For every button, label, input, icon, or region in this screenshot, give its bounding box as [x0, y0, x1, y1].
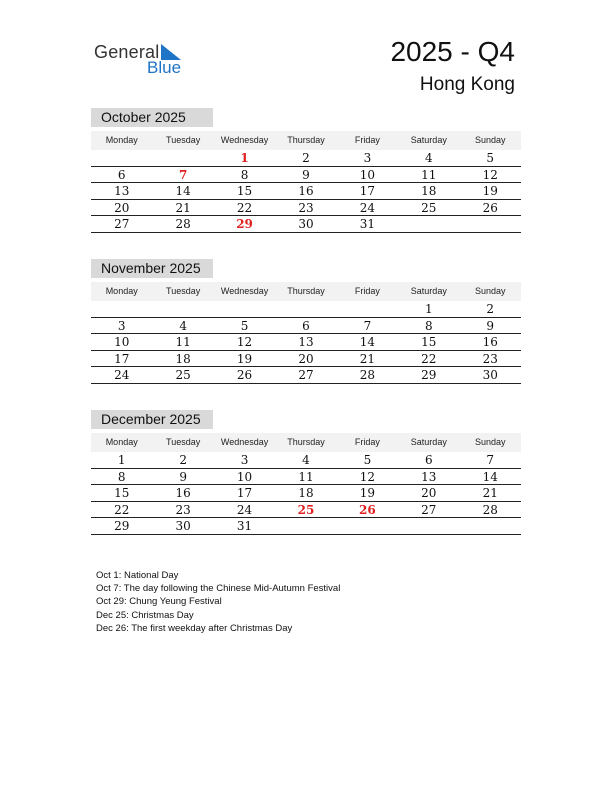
- day-cell: 9: [179, 469, 187, 484]
- day-cell: 6: [117, 167, 126, 182]
- week-row: [91, 167, 521, 184]
- month-title: November 2025: [91, 259, 213, 278]
- day-cell: 4: [302, 453, 310, 467]
- day-cell: 21: [359, 351, 376, 366]
- weekday-label: Wednesday: [220, 437, 269, 447]
- weekday-label: Saturday: [410, 135, 447, 145]
- brand-logo: [94, 40, 204, 80]
- empty-day-cell: [91, 301, 152, 317]
- month-calendar: [91, 108, 521, 233]
- week-row: [91, 452, 521, 469]
- day-cell: 30: [482, 368, 498, 382]
- day-cell: 29: [421, 368, 437, 382]
- day-cell: 13: [298, 335, 314, 349]
- day-cell: 13: [114, 184, 130, 198]
- day-cell: 16: [298, 184, 314, 198]
- weekday-label: Friday: [354, 437, 380, 447]
- day-cell: 31: [359, 217, 376, 231]
- day-cell: 1: [240, 151, 249, 165]
- day-cell: 29: [114, 519, 130, 533]
- day-cell: 26: [359, 502, 376, 517]
- empty-day-cell: [152, 150, 213, 166]
- day-cell: 6: [425, 453, 433, 467]
- day-cell: 30: [298, 217, 314, 231]
- day-cell: 10: [114, 335, 130, 349]
- day-cell: 1: [117, 453, 126, 467]
- week-row: [91, 183, 521, 200]
- day-cell: 19: [482, 184, 498, 198]
- weekday-header-row: [91, 282, 521, 301]
- day-cell: 5: [240, 318, 249, 333]
- empty-day-cell: [275, 518, 336, 534]
- day-cell: 28: [359, 368, 376, 382]
- empty-day-cell: [398, 216, 459, 232]
- week-row: [91, 367, 521, 384]
- day-cell: 28: [175, 217, 191, 231]
- weekday-label: Sunday: [474, 437, 506, 447]
- day-cell: 18: [298, 486, 314, 500]
- day-cell: 25: [175, 368, 191, 382]
- day-cell: 12: [236, 335, 253, 349]
- week-row: [91, 200, 521, 217]
- day-cell: 27: [421, 502, 437, 517]
- day-cell: 19: [236, 351, 253, 366]
- day-cell: 21: [175, 200, 191, 215]
- day-cell: 20: [114, 200, 130, 215]
- month-calendar: [91, 259, 521, 384]
- weekday-label: Thursday: [287, 437, 325, 447]
- country-name: Hong Kong: [419, 74, 515, 95]
- month-title: October 2025: [91, 108, 213, 127]
- day-cell: 2: [302, 151, 310, 165]
- holiday-note: Oct 29: Chung Yeung Festival: [96, 596, 222, 608]
- day-cell: 28: [482, 502, 498, 517]
- weekday-label: Sunday: [474, 135, 506, 145]
- day-cell: 3: [363, 151, 372, 165]
- empty-day-cell: [275, 301, 336, 317]
- day-cell: 7: [178, 167, 188, 182]
- holiday-note: Dec 25: Christmas Day: [96, 609, 194, 621]
- day-cell: 3: [117, 318, 126, 333]
- day-cell: 30: [175, 519, 191, 533]
- weekday-label: Sunday: [474, 286, 506, 296]
- empty-day-cell: [460, 518, 521, 534]
- day-cell: 14: [359, 335, 376, 349]
- day-cell: 9: [486, 318, 495, 333]
- week-row: [91, 150, 521, 167]
- day-cell: 15: [114, 486, 130, 500]
- day-cell: 9: [302, 167, 310, 182]
- week-row: [91, 518, 521, 535]
- weekday-label: Friday: [354, 135, 380, 145]
- holiday-note: Dec 26: The first weekday after Christmas Day: [96, 622, 293, 634]
- day-cell: 22: [114, 502, 130, 517]
- holiday-notes: [96, 569, 340, 635]
- day-cell: 10: [236, 469, 253, 484]
- weekday-label: Tuesday: [166, 286, 201, 296]
- day-cell: 17: [359, 184, 376, 198]
- weekday-label: Saturday: [410, 437, 447, 447]
- weekday-label: Wednesday: [220, 286, 269, 296]
- week-row: [91, 351, 521, 368]
- weekday-label: Monday: [105, 135, 138, 145]
- weekday-label: Monday: [105, 437, 138, 447]
- day-cell: 4: [425, 151, 433, 165]
- day-cell: 11: [298, 469, 314, 484]
- month-calendar: [91, 410, 521, 535]
- weekday-label: Thursday: [287, 286, 325, 296]
- empty-day-cell: [214, 301, 275, 317]
- day-cell: 15: [421, 335, 437, 349]
- day-cell: 8: [425, 318, 433, 333]
- holiday-note: Oct 1: National Day: [96, 570, 179, 581]
- day-cell: 2: [179, 453, 187, 467]
- week-row: [91, 301, 521, 318]
- month-title: December 2025: [91, 410, 213, 429]
- day-cell: 20: [421, 486, 437, 500]
- day-cell: 23: [482, 351, 498, 366]
- holiday-note: Oct 7: The day following the Chinese Mid-Autumn Festival: [96, 583, 341, 595]
- day-cell: 8: [240, 167, 249, 182]
- empty-day-cell: [91, 150, 152, 166]
- empty-day-cell: [460, 216, 521, 232]
- weekday-header-row: [91, 433, 521, 452]
- logo-word-general: General: [94, 42, 160, 62]
- day-cell: 17: [236, 486, 253, 500]
- day-cell: 26: [482, 200, 498, 215]
- day-cell: 8: [117, 469, 126, 484]
- week-row: [91, 469, 521, 486]
- week-row: [91, 334, 521, 351]
- day-cell: 29: [236, 217, 253, 231]
- day-cell: 23: [298, 200, 314, 215]
- day-cell: 7: [486, 453, 495, 467]
- day-cell: 26: [236, 368, 253, 382]
- logo-word-blue: Blue: [147, 58, 182, 77]
- week-row: [91, 216, 521, 233]
- day-cell: 11: [175, 335, 191, 349]
- day-cell: 13: [421, 469, 437, 484]
- week-row: [91, 502, 521, 519]
- day-cell: 16: [482, 335, 498, 349]
- day-cell: 23: [175, 502, 191, 517]
- day-cell: 15: [236, 184, 253, 198]
- day-cell: 24: [359, 200, 376, 215]
- day-cell: 27: [298, 368, 314, 382]
- day-cell: 25: [421, 200, 437, 215]
- weekday-label: Saturday: [410, 286, 447, 296]
- day-cell: 6: [302, 318, 310, 333]
- weekday-label: Monday: [105, 286, 138, 296]
- day-cell: 12: [359, 469, 376, 484]
- day-cell: 25: [297, 502, 315, 517]
- day-cell: 14: [175, 184, 191, 198]
- day-cell: 3: [240, 453, 249, 467]
- week-row: [91, 485, 521, 502]
- day-cell: 17: [114, 351, 130, 366]
- day-cell: 22: [421, 351, 437, 366]
- weekday-header-row: [91, 131, 521, 150]
- weekday-label: Thursday: [287, 135, 325, 145]
- day-cell: 11: [421, 167, 437, 182]
- weekday-label: Wednesday: [220, 135, 269, 145]
- weekday-label: Friday: [354, 286, 380, 296]
- page-title: 2025 - Q4: [390, 36, 515, 67]
- day-cell: 12: [482, 167, 498, 182]
- empty-day-cell: [152, 301, 213, 317]
- empty-day-cell: [337, 301, 398, 317]
- day-cell: 20: [298, 351, 314, 366]
- empty-day-cell: [337, 518, 398, 534]
- day-cell: 24: [236, 502, 253, 517]
- day-cell: 19: [359, 486, 376, 500]
- day-cell: 5: [363, 453, 372, 467]
- day-cell: 27: [114, 217, 130, 231]
- day-cell: 7: [363, 318, 372, 333]
- day-cell: 31: [236, 519, 253, 533]
- day-cell: 21: [482, 486, 498, 500]
- weekday-label: Tuesday: [166, 135, 201, 145]
- day-cell: 5: [486, 151, 495, 165]
- day-cell: 4: [179, 318, 187, 333]
- day-cell: 10: [359, 167, 376, 182]
- weekday-label: Tuesday: [166, 437, 201, 447]
- empty-day-cell: [398, 518, 459, 534]
- day-cell: 1: [425, 302, 433, 316]
- day-cell: 18: [421, 184, 437, 198]
- day-cell: 14: [482, 469, 498, 484]
- day-cell: 16: [175, 486, 191, 500]
- day-cell: 24: [114, 368, 130, 382]
- day-cell: 2: [486, 302, 495, 316]
- week-row: [91, 318, 521, 335]
- day-cell: 22: [236, 200, 253, 215]
- day-cell: 18: [175, 351, 191, 366]
